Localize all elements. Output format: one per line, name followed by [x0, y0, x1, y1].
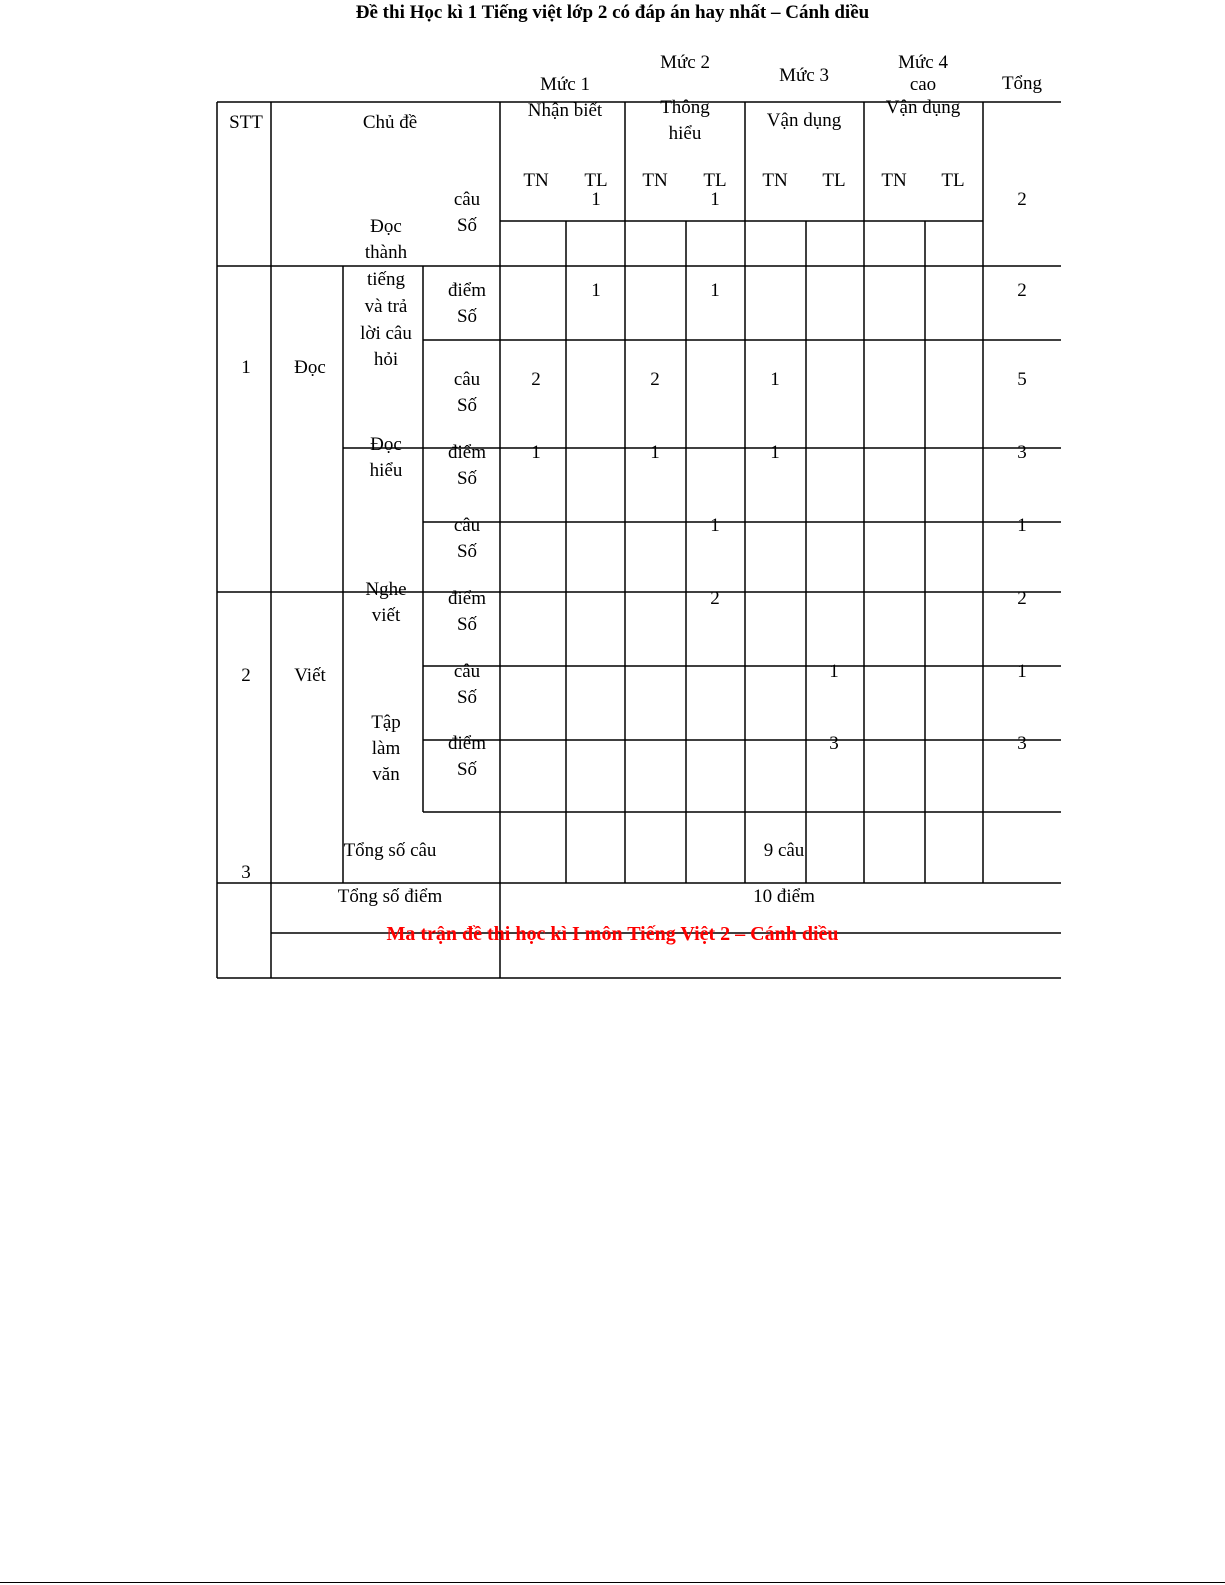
cell-r3-muc2-tn: 1: [650, 442, 660, 463]
cell-r4-tong: 1: [1017, 515, 1027, 536]
metric-diem-3: điểm: [448, 442, 486, 463]
sub-dtt-4: lời câu: [360, 323, 412, 344]
sub-dtt-0: Đọc: [370, 216, 402, 237]
muc1-tl: TL: [584, 170, 608, 191]
sub-dh-1: hiểu: [369, 460, 403, 481]
cell-r1-muc2-tl: 1: [710, 280, 720, 301]
muc4-label: Mức 4: [898, 52, 948, 73]
cell-r2-muc2-tn: 2: [650, 369, 660, 390]
muc4-tn: TN: [881, 170, 907, 191]
metric-diem-1: điểm: [448, 280, 486, 301]
metric-so-5: Số: [456, 614, 478, 635]
cell-r1-tong: 2: [1017, 280, 1027, 301]
muc2-sub-2: hiểu: [668, 123, 702, 144]
cell-r2-muc1-tn: 2: [531, 369, 541, 390]
stt-header: STT: [229, 112, 263, 133]
matrix-caption: Ma trận đề thi học kì I môn Tiếng Việt 2 – Cánh diều: [386, 923, 839, 945]
sub-tlv-2: văn: [372, 764, 400, 785]
metric-diem-5: điểm: [448, 588, 486, 609]
muc4-sub-1: cao: [909, 74, 937, 95]
metric-so-1: Số: [456, 306, 478, 327]
cell-r1-muc1-tl: 1: [591, 280, 601, 301]
group-doc: Đọc: [294, 357, 326, 378]
stt-2: 2: [241, 665, 251, 686]
metric-so-7: Số: [456, 759, 478, 780]
page-bottom-rule: [0, 1582, 1225, 1583]
metric-cau-6: câu: [453, 661, 481, 682]
cell-r0-muc2-tl: 1: [710, 189, 720, 210]
metric-cau-4: câu: [453, 515, 481, 536]
cell-r6-tong: 1: [1017, 661, 1027, 682]
cell-r0-muc1-tl: 1: [591, 189, 601, 210]
cell-r3-muc3-tn: 1: [770, 442, 780, 463]
sub-tlv-1: làm: [371, 738, 401, 759]
metric-so-6: Số: [456, 687, 478, 708]
muc3-tn: TN: [762, 170, 788, 191]
metric-so-4: Số: [456, 541, 478, 562]
metric-diem-7: điểm: [448, 733, 486, 754]
cell-r4-muc2-tl: 1: [710, 515, 720, 536]
muc2-sub-1: Thông: [660, 97, 710, 118]
sub-dtt-1: thành: [364, 242, 408, 263]
tong-header: Tổng: [1001, 73, 1043, 94]
muc3-sub: Vận dụng: [766, 110, 842, 131]
cell-r7-muc3-tl: 3: [829, 733, 839, 754]
cell-r0-tong: 2: [1017, 189, 1027, 210]
muc2-tl: TL: [703, 170, 727, 191]
tong-so-diem-label: Tổng số điểm: [337, 886, 443, 907]
muc1-label: Mức 1: [540, 74, 590, 95]
metric-cau-2: câu: [453, 369, 481, 390]
muc3-tl: TL: [822, 170, 846, 191]
sub-tlv-0: Tập: [371, 712, 401, 733]
metric-so-2: Số: [456, 395, 478, 416]
document-title: Đề thi Học kì 1 Tiếng việt lớp 2 có đáp án hay nhất – Cánh diều: [355, 2, 870, 23]
cell-r5-muc2-tl: 2: [710, 588, 720, 609]
muc2-label: Mức 2: [660, 52, 710, 73]
tong-so-diem-value: 10 điểm: [753, 886, 815, 907]
group-viet: Viết: [294, 665, 326, 686]
cell-r3-tong: 3: [1017, 442, 1027, 463]
cell-r3-muc1-tn: 1: [531, 442, 541, 463]
metric-so-3: Số: [456, 468, 478, 489]
muc1-sub: Nhận biết: [527, 100, 603, 121]
stt-3: 3: [241, 862, 251, 883]
tong-so-cau-value: 9 câu: [763, 840, 805, 861]
muc3-label: Mức 3: [779, 65, 829, 86]
cell-r2-tong: 5: [1017, 369, 1027, 390]
sub-nv-1: viết: [371, 605, 401, 626]
tong-so-cau-label: Tổng số câu: [343, 840, 437, 861]
cell-r7-tong: 3: [1017, 733, 1027, 754]
metric-so-0: Số: [456, 215, 478, 236]
cell-r5-tong: 2: [1017, 588, 1027, 609]
stt-1: 1: [241, 357, 251, 378]
muc1-tn: TN: [523, 170, 549, 191]
chu-de-header: Chủ đề: [362, 112, 418, 133]
sub-dtt-2: tiếng: [367, 269, 405, 290]
metric-cau-0: câu: [453, 189, 481, 210]
sub-nv-0: Nghe: [365, 579, 407, 600]
muc4-sub-2: Vận dụng: [885, 97, 961, 118]
muc4-tl: TL: [941, 170, 965, 191]
cell-r6-muc3-tl: 1: [829, 661, 839, 682]
sub-dtt-5: hỏi: [373, 349, 399, 370]
cell-r2-muc3-tn: 1: [770, 369, 780, 390]
sub-dtt-3: và trả: [364, 296, 408, 317]
sub-dh-0: Đọc: [370, 434, 402, 455]
muc2-tn: TN: [642, 170, 668, 191]
